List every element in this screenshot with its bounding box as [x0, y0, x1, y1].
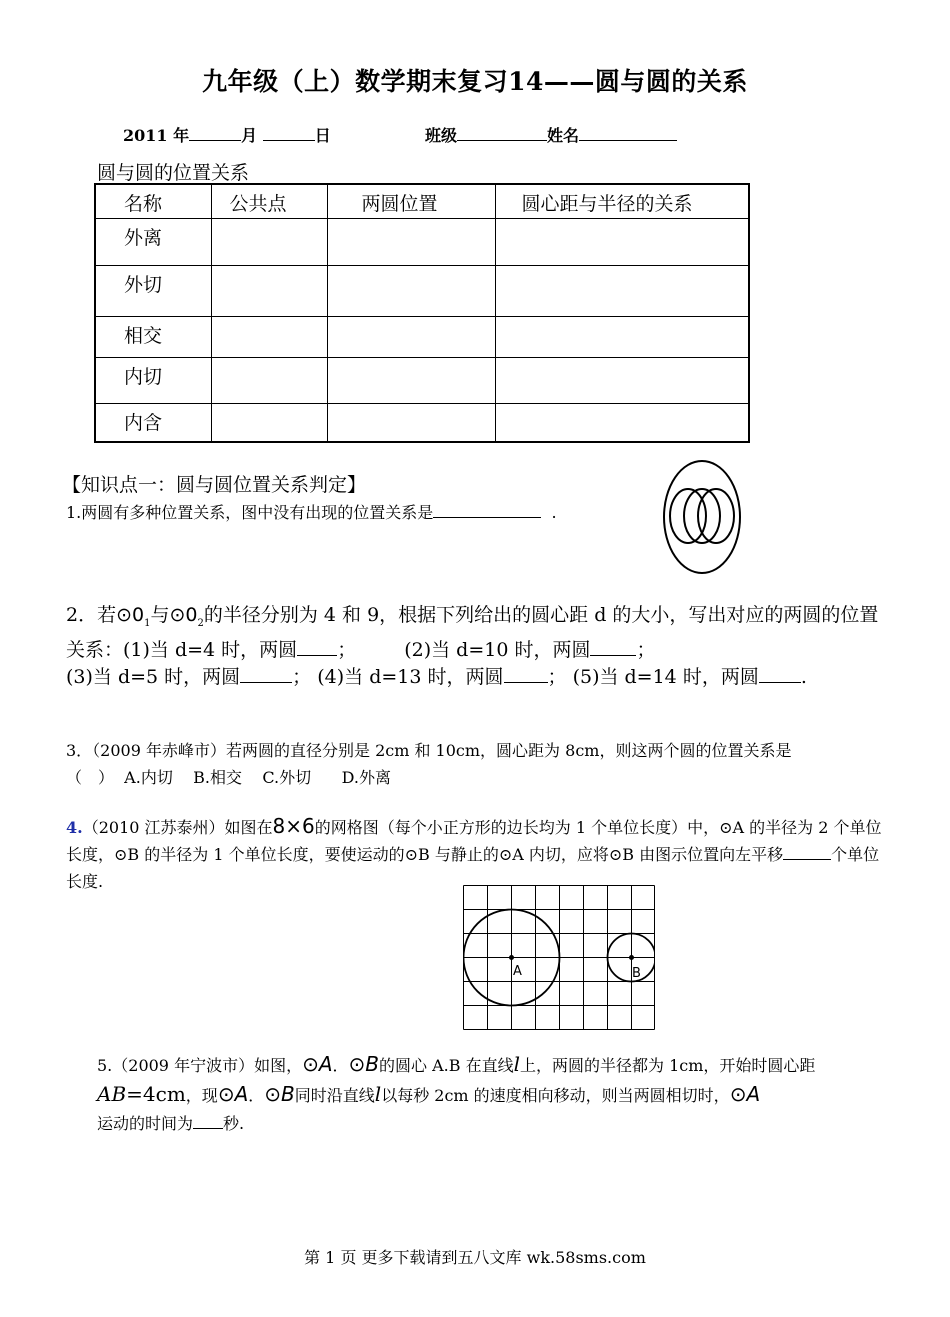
answer-blank [759, 666, 801, 683]
table-cell [211, 218, 327, 265]
year-label: 2011 年 [123, 126, 190, 145]
center-a [509, 955, 514, 960]
q2-semi: ； [337, 638, 357, 661]
relation-table [94, 183, 750, 443]
q2-end: . [800, 665, 807, 688]
q4-part-3: 个单位长度. [66, 845, 880, 891]
table-cell [327, 265, 495, 316]
q2-part-1: (1)当 d=4 时，两圆 [123, 638, 298, 661]
q2-and: 与 [150, 604, 170, 626]
circle-a-symbol: ⊙A [217, 1082, 249, 1106]
q5-part-7: 以每秒 2cm 的速度相向移动，则当两圆相切时， [381, 1086, 730, 1105]
q2-part-5: (5)当 d=14 时，两圆 [572, 665, 759, 688]
circle-b-symbol: ⊙B [348, 1052, 380, 1076]
table-row [95, 218, 749, 265]
table-header: 两圆位置 [327, 184, 495, 218]
name-label: 姓名 [547, 126, 580, 145]
q2-rest: 的半径分别为 4 和 9，根据下列给出的圆心距 d 的大小，写出对应的两圆的位置关系： [66, 604, 879, 661]
table-row [95, 316, 749, 357]
page-footer: 第 1 页 更多下载请到五八文库 wk.58sms.com [304, 1248, 646, 1267]
class-label: 班级 [425, 126, 458, 145]
q1-end: . [551, 503, 557, 522]
q2-part-4: (4)当 d=13 时，两圆 [317, 665, 504, 688]
q5-part-4: =4cm [126, 1082, 186, 1106]
table-cell [211, 357, 327, 403]
q5-part-6: 同时沿直线 [294, 1086, 375, 1105]
table-row [95, 403, 749, 442]
q5-part-1: 5.（2009 年宁波市）如图， [97, 1056, 303, 1075]
table-row [95, 265, 749, 316]
circle-a-symbol: ⊙A [729, 1082, 761, 1106]
q3-text: 3．（2009 年赤峰市）若两圆的直径分别是 2cm 和 10cm，圆心距为 8cm，则这两个圆的位置关系是 [66, 741, 792, 760]
question-2 [66, 602, 886, 691]
section-title: 圆与圆的位置关系 [97, 162, 250, 184]
q5-part-2: 的圆心 A.B 在直线 [379, 1056, 514, 1075]
q2-part-3: (3)当 d=5 时，两圆 [66, 665, 241, 688]
center-b [629, 955, 634, 960]
question-1 [66, 500, 557, 523]
date-line [123, 123, 331, 146]
question-4 [66, 813, 886, 895]
answer-blank [193, 1112, 223, 1129]
q2-semi: ； [547, 665, 567, 688]
q4-part-2: 的网格图（每个小正方形的边长均为 1 个单位长度）中，⊙A 的半径为 2 个单位长度，⊙B 的半径为 1 个单位长度，要使运动的⊙B 与静止的⊙A 内切，应将⊙B 由图示位置向左平移 [66, 818, 882, 864]
row-label: 相交 [95, 316, 211, 357]
knowledge-point-heading: 【知识点一：圆与圆位置关系判定】 [62, 474, 367, 496]
line-l: l [513, 1052, 521, 1076]
segment-ab: AB [97, 1082, 127, 1106]
circle-o2: ⊙0 [169, 604, 198, 626]
circle-o1: ⊙0 [116, 604, 145, 626]
class-blank [457, 124, 547, 141]
day-label: 日 [314, 126, 331, 145]
table-cell [495, 316, 749, 357]
q4-num: 4. [66, 818, 83, 837]
q2-part-2: (2)当 d=10 时，两圆 [404, 638, 591, 661]
q2-num: 2．若 [66, 604, 117, 626]
answer-blank [240, 666, 292, 683]
q2-semi: ； [636, 638, 656, 661]
q5-dot: ． [248, 1086, 265, 1105]
table-header: 圆心距与半径的关系 [495, 184, 749, 218]
q5-part-8: 运动的时间为 [97, 1114, 194, 1133]
circle-a-symbol: ⊙A [302, 1052, 333, 1076]
line-l: l [374, 1082, 382, 1106]
table-cell [495, 265, 749, 316]
month-label: 月 [241, 126, 258, 145]
day-blank [263, 124, 315, 141]
table-cell [495, 403, 749, 442]
month-blank [189, 124, 241, 141]
sub-1: 1 [144, 617, 151, 629]
table-row [95, 357, 749, 403]
q5-part-5: ，现 [185, 1086, 218, 1105]
outer-circle [664, 461, 740, 573]
table-header-row [95, 184, 749, 218]
name-blank [579, 124, 677, 141]
sub-2: 2 [197, 617, 204, 629]
q2-semi: ； [292, 665, 312, 688]
q4-grid-size: 8×6 [272, 814, 315, 838]
q5-part-9: 秒. [223, 1114, 245, 1133]
row-label: 内切 [95, 357, 211, 403]
row-label: 外切 [95, 265, 211, 316]
table-cell [211, 403, 327, 442]
row-label: 内含 [95, 403, 211, 442]
table-header: 名称 [95, 184, 211, 218]
answer-blank [504, 666, 548, 683]
q1-text: 1.两圆有多种位置关系，图中没有出现的位置关系是 [66, 503, 434, 522]
question-3 [66, 737, 886, 791]
table-cell [327, 316, 495, 357]
page-title: 九年级（上）数学期末复习14——圆与圆的关系 [202, 67, 748, 96]
answer-blank [783, 843, 831, 860]
answer-blank [297, 639, 337, 656]
table-cell [211, 316, 327, 357]
circle-b-symbol: ⊙B [264, 1082, 295, 1106]
grid-figure [463, 885, 655, 1031]
table-header: 公共点 [211, 184, 327, 218]
label-b: B [632, 966, 641, 981]
label-a: A [513, 964, 522, 979]
q5-part-3: 上，两圆的半径都为 1cm，开始时圆心距 [520, 1056, 816, 1075]
table-cell [327, 218, 495, 265]
class-name-line [425, 123, 677, 146]
circles-figure [660, 458, 744, 576]
table-cell [495, 218, 749, 265]
q5-dot: ． [332, 1056, 349, 1075]
q3-options: （ ） A.内切 B.相交 C.外切 D.外离 [66, 768, 391, 787]
answer-blank [433, 503, 541, 518]
table-cell [211, 265, 327, 316]
table-cell [495, 357, 749, 403]
question-5 [97, 1050, 867, 1138]
row-label: 外离 [95, 218, 211, 265]
table-cell [327, 357, 495, 403]
q4-part-1: （2010 江苏泰州）如图在 [82, 818, 273, 837]
table-cell [327, 403, 495, 442]
answer-blank [590, 639, 636, 656]
